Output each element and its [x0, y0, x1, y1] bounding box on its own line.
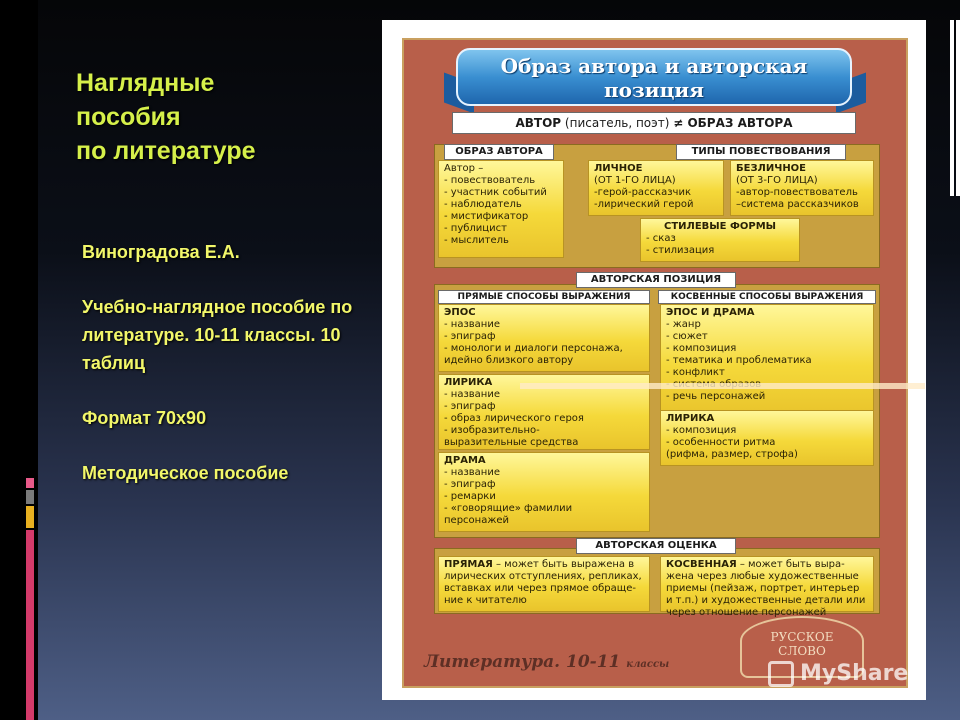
direct-header: ПРЯМЫЕ СПОСОБЫ ВЫРАЖЕНИЯ [438, 290, 650, 304]
title-line: Наглядные [76, 69, 215, 97]
not-equal-sign: ≠ [673, 116, 684, 130]
logo-line: СЛОВО [778, 644, 826, 658]
epos-title: ЭПОС [444, 307, 476, 318]
direct-assess-text: – может быть выражена в лирических отступлениях, репликах, вставках или через прямое обраще-ние к читателю [444, 559, 642, 606]
types-header: ТИПЫ ПОВЕСТВОВАНИЯ [676, 144, 846, 160]
poster-image [402, 38, 908, 688]
personal-line: -герой-рассказчик [594, 187, 691, 198]
lyric2-title: ЛИРИКА [666, 413, 715, 424]
impersonal-line: (ОТ 3-ГО ЛИЦА) [736, 175, 818, 186]
epos-line: идейно близкого автору [444, 355, 574, 366]
main-header-image: ОБРАЗ АВТОРА [683, 116, 793, 130]
indirect-assess-text: – может быть выра-жена через любые художественные приемы (пейзаж, портрет, интерьер и т.п.) и художественные детали или через отношение персонажей [666, 559, 866, 618]
epos-drama-line: - конфликт [666, 367, 725, 378]
personal-line: (ОТ 1-ГО ЛИЦА) [594, 175, 676, 186]
epos-drama-line: - жанр [666, 319, 701, 330]
epos-drama-line: - речь персонажей [666, 391, 766, 402]
impersonal-line: -автор-повествователь [736, 187, 858, 198]
epos-drama-box [660, 304, 874, 416]
watermark-text: MyShared [800, 661, 925, 686]
obraz-line: - наблюдатель [444, 199, 522, 210]
drama-line: - ремарки [444, 491, 496, 502]
banner-line: Образ автора и авторская [500, 54, 808, 78]
drama-line: - «говорящие» фамилии [444, 503, 573, 514]
lyric2-line: (рифма, размер, строфа) [666, 449, 798, 460]
decorative-bars-right [946, 20, 960, 200]
direct-assess-title: ПРЯМАЯ [444, 559, 493, 570]
drama-line: - эпиграф [444, 479, 496, 490]
epos-drama-line: - сюжет [666, 331, 708, 342]
lyric-line: - изобразительно- [444, 425, 540, 436]
position-header: АВТОРСКАЯ ПОЗИЦИЯ [576, 272, 736, 288]
logo-line: РУССКОЕ [770, 630, 834, 644]
indirect-header: КОСВЕННЫЕ СПОСОБЫ ВЫРАЖЕНИЯ [658, 290, 876, 304]
impersonal-line: –система рассказчиков [736, 199, 859, 210]
main-header-author: АВТОР [515, 116, 562, 130]
obraz-line: - мыслитель [444, 235, 509, 246]
epos-box [438, 304, 650, 372]
assessment-header: АВТОРСКАЯ ОЦЕНКА [576, 538, 736, 554]
poster-footer [424, 652, 724, 676]
drama-title: ДРАМА [444, 455, 486, 466]
direct-assessment-box [438, 556, 650, 612]
lyric-line: - эпиграф [444, 401, 496, 412]
obraz-line: - мистификатор [444, 211, 529, 222]
title-line: по литературе [76, 137, 256, 165]
myshared-logo-icon [768, 661, 794, 687]
lyric2-line: - композиция [666, 425, 737, 436]
format: Формат 70x90 [82, 408, 207, 428]
description: Учебно-наглядное пособие по литературе. 10-11 классы. 10 таблиц [82, 297, 353, 373]
slide-title [76, 66, 376, 168]
indirect-assessment-box [660, 556, 874, 618]
lyric-line: выразительные средства [444, 437, 579, 448]
impersonal-box [730, 160, 874, 216]
epos-drama-line: - тематика и проблематика [666, 355, 812, 366]
personal-title: ЛИЧНОЕ [594, 163, 643, 174]
style-line: - сказ [646, 233, 676, 244]
main-header-note: (писатель, поэт) [561, 116, 674, 130]
title-line: пособия [76, 103, 181, 131]
lyric2-line: - особенности ритма [666, 437, 776, 448]
lyric-line: - образ лирического героя [444, 413, 584, 424]
obraz-header: ОБРАЗ АВТОРА [444, 144, 554, 160]
slide-info [82, 238, 374, 514]
epos-line: - монологи и диалоги персонажа, [444, 343, 623, 354]
footer-title: Литература. 10-11 [424, 652, 627, 672]
drama-box [438, 452, 650, 532]
drama-line: - название [444, 467, 500, 478]
obraz-line: Автор – [444, 163, 484, 174]
obraz-box [438, 160, 564, 258]
watermark [768, 656, 928, 692]
personal-line: -лирический герой [594, 199, 694, 210]
obraz-line: - повествователь [444, 175, 536, 186]
image-artifact-line [520, 383, 925, 389]
publication-type: Методическое пособие [82, 463, 289, 483]
epos-line: - название [444, 319, 500, 330]
obraz-line: - участник событий [444, 187, 547, 198]
decorative-bars-left [26, 478, 38, 720]
lyric-line: - название [444, 389, 500, 400]
indirect-assess-title: КОСВЕННАЯ [666, 559, 737, 570]
author-name: Виноградова Е.А. [82, 242, 240, 262]
style-line: - стилизация [646, 245, 715, 256]
lyric-title: ЛИРИКА [444, 377, 493, 388]
epos-drama-title: ЭПОС И ДРАМА [666, 307, 755, 318]
banner-line: позиция [604, 78, 704, 102]
main-header [452, 112, 856, 134]
style-title: СТИЛЕВЫЕ ФОРМЫ [663, 221, 777, 232]
personal-box [588, 160, 724, 216]
epos-line: - эпиграф [444, 331, 496, 342]
style-forms-box [640, 218, 800, 262]
footer-grade: классы [626, 659, 670, 670]
epos-drama-line: - композиция [666, 343, 737, 354]
obraz-line: - публицист [444, 223, 507, 234]
drama-line: персонажей [444, 515, 509, 526]
lyric2-box [660, 410, 874, 466]
impersonal-title: БЕЗЛИЧНОЕ [736, 163, 807, 174]
poster-banner [456, 48, 852, 106]
